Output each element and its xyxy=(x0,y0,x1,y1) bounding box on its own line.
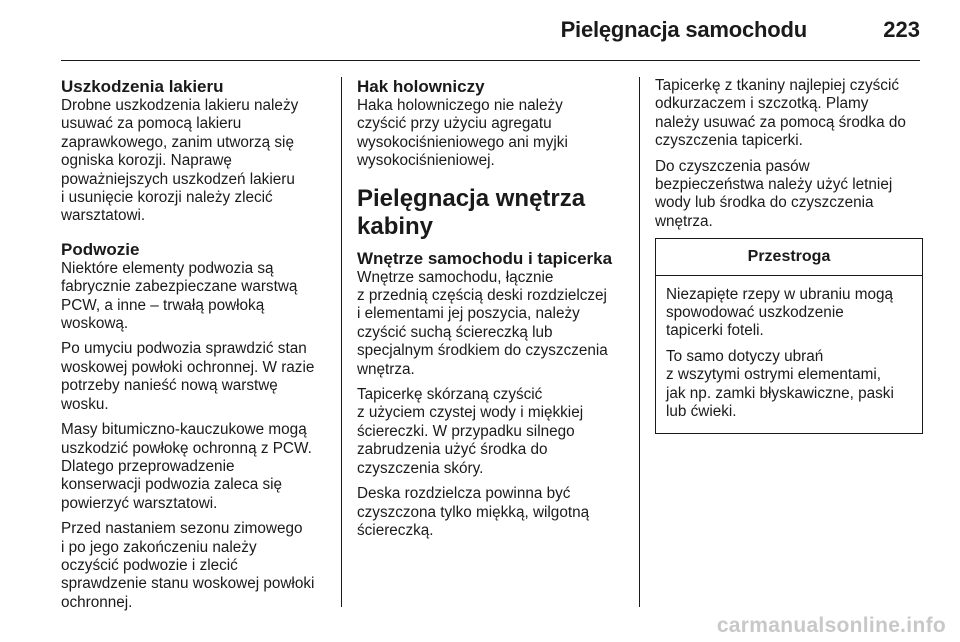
column-divider-1 xyxy=(341,77,342,607)
section-heading-underbody: Podwozie xyxy=(61,239,140,259)
section-tow-hitch xyxy=(357,77,627,171)
watermark: carmanualsonline.info xyxy=(716,614,946,637)
paragraph: Masy bitumiczno-kauczukowe mogą uszkodzić powłokę ochronną z PCW. Dlatego przeprowadzenie konserwacji podwozia zaleca się powierzyć warsztatowi. xyxy=(61,421,312,512)
section-heading-tow-hitch: Hak holowniczy xyxy=(357,77,485,96)
paragraph: Po umyciu podwozia sprawdzić stan woskowej powłoki ochronnej. W razie potrzeby nanieść nową warstwę wosku. xyxy=(61,340,315,413)
paragraph: Przed nastaniem sezonu zimowego i po jego zakończeniu należy oczyścić podwozie i zlecić sprawdzenie stanu woskowej powłoki ochronnej. xyxy=(61,520,315,611)
paragraph: Niezapięte rzepy w ubraniu mogą spowodować uszkodzenie tapicerki foteli. xyxy=(666,285,894,340)
paragraph: Wnętrze samochodu, łącznie z przednią częścią deski rozdzielczej i elementami jej poszycia, należy czyścić suchą ściereczką lub specjalnym środkiem do czyszczenia wnętrza. xyxy=(357,268,608,378)
column-2 xyxy=(357,77,627,547)
chapter-heading-interior-care: Pielęgnacja wnętrza kabiny xyxy=(357,184,586,240)
paragraph: Drobne uszkodzenia lakieru należy usuwać za pomocą lakieru zaprawkowego, zanim utworzą się ogniska korozji. Naprawę poważniejszych uszkodzeń lakieru i usunięcie korozji należy zlecić warsztatowi. xyxy=(61,97,299,225)
page-header-title: Pielęgnacja samochodu xyxy=(560,17,807,42)
section-underbody xyxy=(61,240,331,612)
section-heading-interior-upholstery: Wnętrze samochodu i tapicerka xyxy=(357,248,613,268)
column-1 xyxy=(61,77,331,626)
paragraph: To samo dotyczy ubrań z wszytymi ostrymi elementami, jak np. zamki błyskawiczne, paski lub ćwieki. xyxy=(666,347,894,421)
paragraph: Tapicerkę skórzaną czyścić z użyciem czystej wody i miękkiej ściereczki. W przypadku silnego zabrudzenia użyć środka do czyszczenia skóry. xyxy=(357,386,584,477)
page-number: 223 xyxy=(883,17,920,42)
section-heading-paint-damage: Uszkodzenia lakieru xyxy=(61,77,224,96)
caution-title: Przestroga xyxy=(656,239,922,275)
caution-box xyxy=(655,238,923,433)
column-3 xyxy=(655,77,923,434)
column-divider-2 xyxy=(639,77,640,607)
paragraph: Tapicerkę z tkaniny najlepiej czyścić odkurzaczem i szczotką. Plamy należy usuwać za pomocą środka do czyszczenia tapicerki. xyxy=(655,77,906,150)
paragraph: Haka holowniczego nie należy czyścić przy użyciu agregatu wysokociśnieniowego ani myjki wysokociśnieniowej. xyxy=(357,97,568,170)
header-rule xyxy=(61,60,920,61)
section-paint-damage xyxy=(61,77,331,226)
paragraph: Do czyszczenia pasów bezpieczeństwa należy użyć letniej wody lub środka do czyszczenia wnętrza. xyxy=(655,157,893,230)
paragraph: Niektóre elementy podwozia są fabrycznie zabezpieczane warstwą PCW, a inne – trwałą powłoką woskową. xyxy=(61,259,298,333)
paragraph: Deska rozdzielcza powinna być czyszczona tylko miękką, wilgotną ściereczką. xyxy=(357,485,590,539)
caution-body xyxy=(656,276,922,433)
